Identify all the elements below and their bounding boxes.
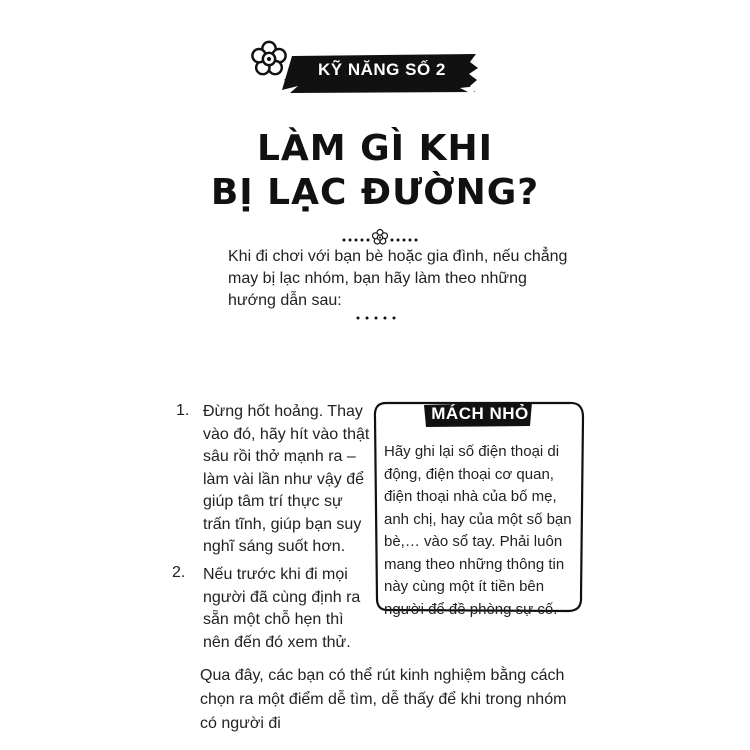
skill-number-label: KỸ NĂNG SỐ 2 (318, 60, 446, 79)
dotted-divider-bottom (354, 312, 398, 322)
closing-paragraph: Qua đây, các bạn có thể rút kinh nghiệm bằng cách chọn ra một điểm dễ tìm, dễ thấy để khi trong nhóm có người đi (200, 667, 567, 732)
step-text: Nếu trước khi đi mọi người đã cùng định ra sẵn một chỗ hẹn thì nên đến đó xem thử. (203, 566, 361, 651)
step-number: 2. (172, 564, 186, 581)
step-text: Đừng hốt hoảng. Thay vào đó, hãy hít vào thật sâu rồi thở mạnh ra – làm vài lần như vậy để giúp tâm trí thực sự trấn tĩnh, giúp bạn suy nghĩ sáng suốt hơn. (203, 403, 370, 555)
tip-body: Hãy ghi lại số điện thoại di động, điện thoại cơ quan, điện thoại nhà của bố mẹ, anh chị, hay của một số bạn bè,… vào sổ tay. Phải luôn mang theo những thông tin này cùng một ít tiền bên người để đề phòng sự cố. (384, 443, 572, 618)
tip-title: MÁCH NHỎ (431, 404, 529, 423)
dotted-divider (340, 228, 420, 246)
page-title-line-2: BỊ LẠC ĐƯỜNG? (210, 172, 540, 213)
intro-paragraph: Khi đi chơi với bạn bè hoặc gia đình, nếu chẳng may bị lạc nhóm, bạn hãy làm theo những hướng dẫn sau: (228, 248, 568, 309)
page-title-line-1: LÀM GÌ KHI (256, 128, 494, 169)
step-number: 1. (176, 402, 190, 419)
